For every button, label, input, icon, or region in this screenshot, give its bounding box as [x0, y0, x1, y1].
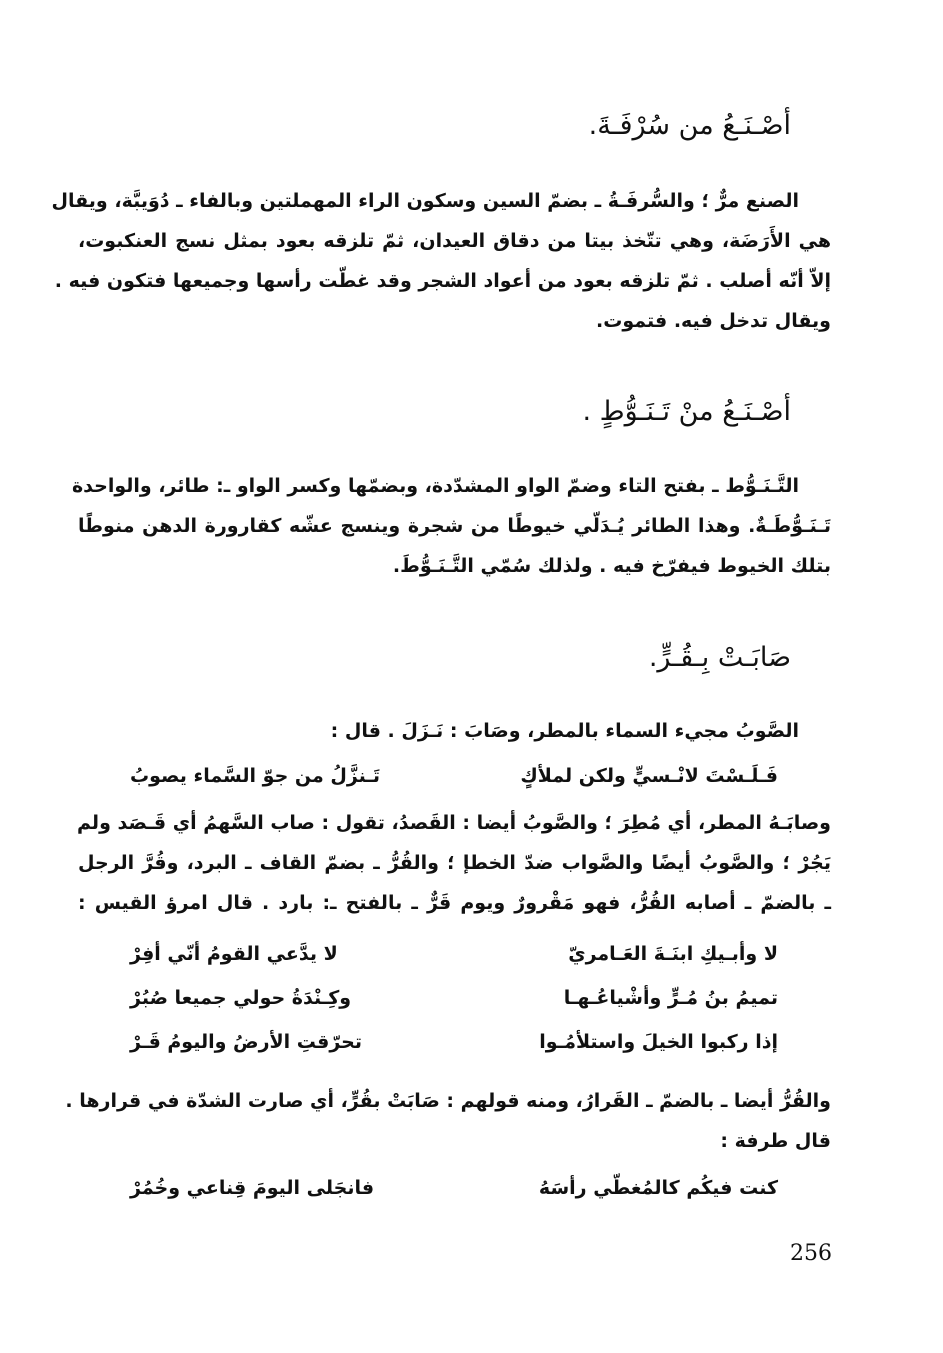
verse-first-hemistich: تميمُ بنُ مُـرٍّ وأشْياعُـهـا	[563, 987, 778, 1009]
verse-second-hemistich: لا يدَّعي القومُ أنّي أفِرْ	[130, 943, 338, 965]
paragraph	[78, 711, 831, 751]
section-heading: صَابَـتْ بِـقُـرٍّ.	[648, 642, 791, 673]
verse-first-hemistich: فَـلَـسْتَ لانْـسيٍّ ولكن لملأكٍ	[520, 765, 778, 787]
text-line: قال طرفة :	[720, 1130, 831, 1152]
section-heading: أصْـنَـعُ من سُرْفَـةَ.	[588, 110, 791, 141]
verse-line	[130, 1167, 778, 1209]
text-line: هي الأَرَضَة، وهي تتّخذ بيتا من دقاق العيدان، ثمّ تلزقه بعود بمثل نسج العنكبوت،	[78, 230, 831, 252]
paragraph	[51, 181, 831, 341]
text-line: إلاّ أنّه أصلب . ثمّ تلزقه بعود من أعواد الشجر وقد غطّت رأسها وجميعها فتكون فيه .	[54, 270, 831, 292]
verse-second-hemistich: تحرّقتِ الأرضُ واليومُ قَـرْ	[130, 1031, 363, 1053]
page-number: 256	[790, 1241, 832, 1266]
verse-line	[130, 977, 778, 1019]
verse-first-hemistich: إذا ركبوا الخيلَ واستلأمُـوا	[539, 1031, 778, 1053]
verse-line	[130, 933, 778, 975]
verse-first-hemistich: لا وأبـيكِ ابنَـةَ العَـامريّ	[568, 943, 778, 965]
section-heading: أصْـنَـعُ منْ تَـنَـوُّطٍ .	[582, 396, 791, 427]
text-line: الصنع مرٌّ ؛ والسُّرفَـةُ ـ بضمّ السين وسكون الراء المهملتين وبالفاء ـ دُوَيبَّة، ويقال	[51, 190, 799, 212]
paragraph	[71, 466, 831, 586]
text-line: ـ بالضمّ ـ أصابه القُرُّ، فهو مَقْرورٌ ويوم قَرٌّ ـ بالفتح ـ: بارد . قال امرؤ القيس :	[78, 892, 831, 914]
verse-first-hemistich: كنت فيكُم كالمُغطّي رأسَهُ	[538, 1177, 778, 1199]
verse-second-hemistich: فانجَلى اليومَ قِناعي وخُمُرْ	[130, 1177, 375, 1199]
text-line: ويقال تدخل فيه. فتموت.	[596, 310, 831, 332]
text-line: وصابَـهُ المطر، أي مُطِرَ ؛ والصَّوبُ أيضا : القَصدُ، تقول : صاب السَّهمُ أي قَـصَد ولم	[77, 812, 831, 834]
paragraph	[65, 1081, 831, 1161]
verse-second-hemistich: تَـنزَّلُ من جوّ السَّماء يصوبُ	[130, 765, 381, 787]
text-line: تَـنَـوُّطَـةٌ. وهذا الطائر يُـدَلّي خيوطًا من شجرة وينسج عشّه كقارورة الدهن منوطًا	[78, 515, 831, 537]
text-line: الصَّوبُ مجيء السماء بالمطر، وصَابَ : نَـزَلَ . قال :	[330, 720, 799, 742]
text-line: والقُرُّ أيضا ـ بالضمّ ـ القَرارُ، ومنه قولهم : صَابَتْ بقُرٍّ، أي صارت الشدّة في قرارها .	[65, 1090, 831, 1112]
text-line: بتلك الخيوط فيفرّخ فيه . ولذلك سُمّي التَّـنَـوُّطَ.	[392, 555, 831, 577]
verse-line	[130, 755, 778, 797]
paragraph	[78, 803, 831, 923]
text-line: يَجُرْ ؛ والصَّوبُ أيضًا والصَّواب ضدّ الخطإ ؛ والقُرُّ ـ بضمّ القاف ـ البرد، وقُرَّ الرجل	[78, 852, 831, 874]
text-line: التَّـنَـوُّط ـ بفتح التاء وضمّ الواو المشدّدة، وبضمّها وكسر الواو ـ: طائر، والواحدة	[71, 475, 799, 497]
verse-second-hemistich: وكِـنْدَةُ حولي جميعا صُبُرْ	[130, 987, 352, 1009]
verse-line	[130, 1021, 778, 1063]
